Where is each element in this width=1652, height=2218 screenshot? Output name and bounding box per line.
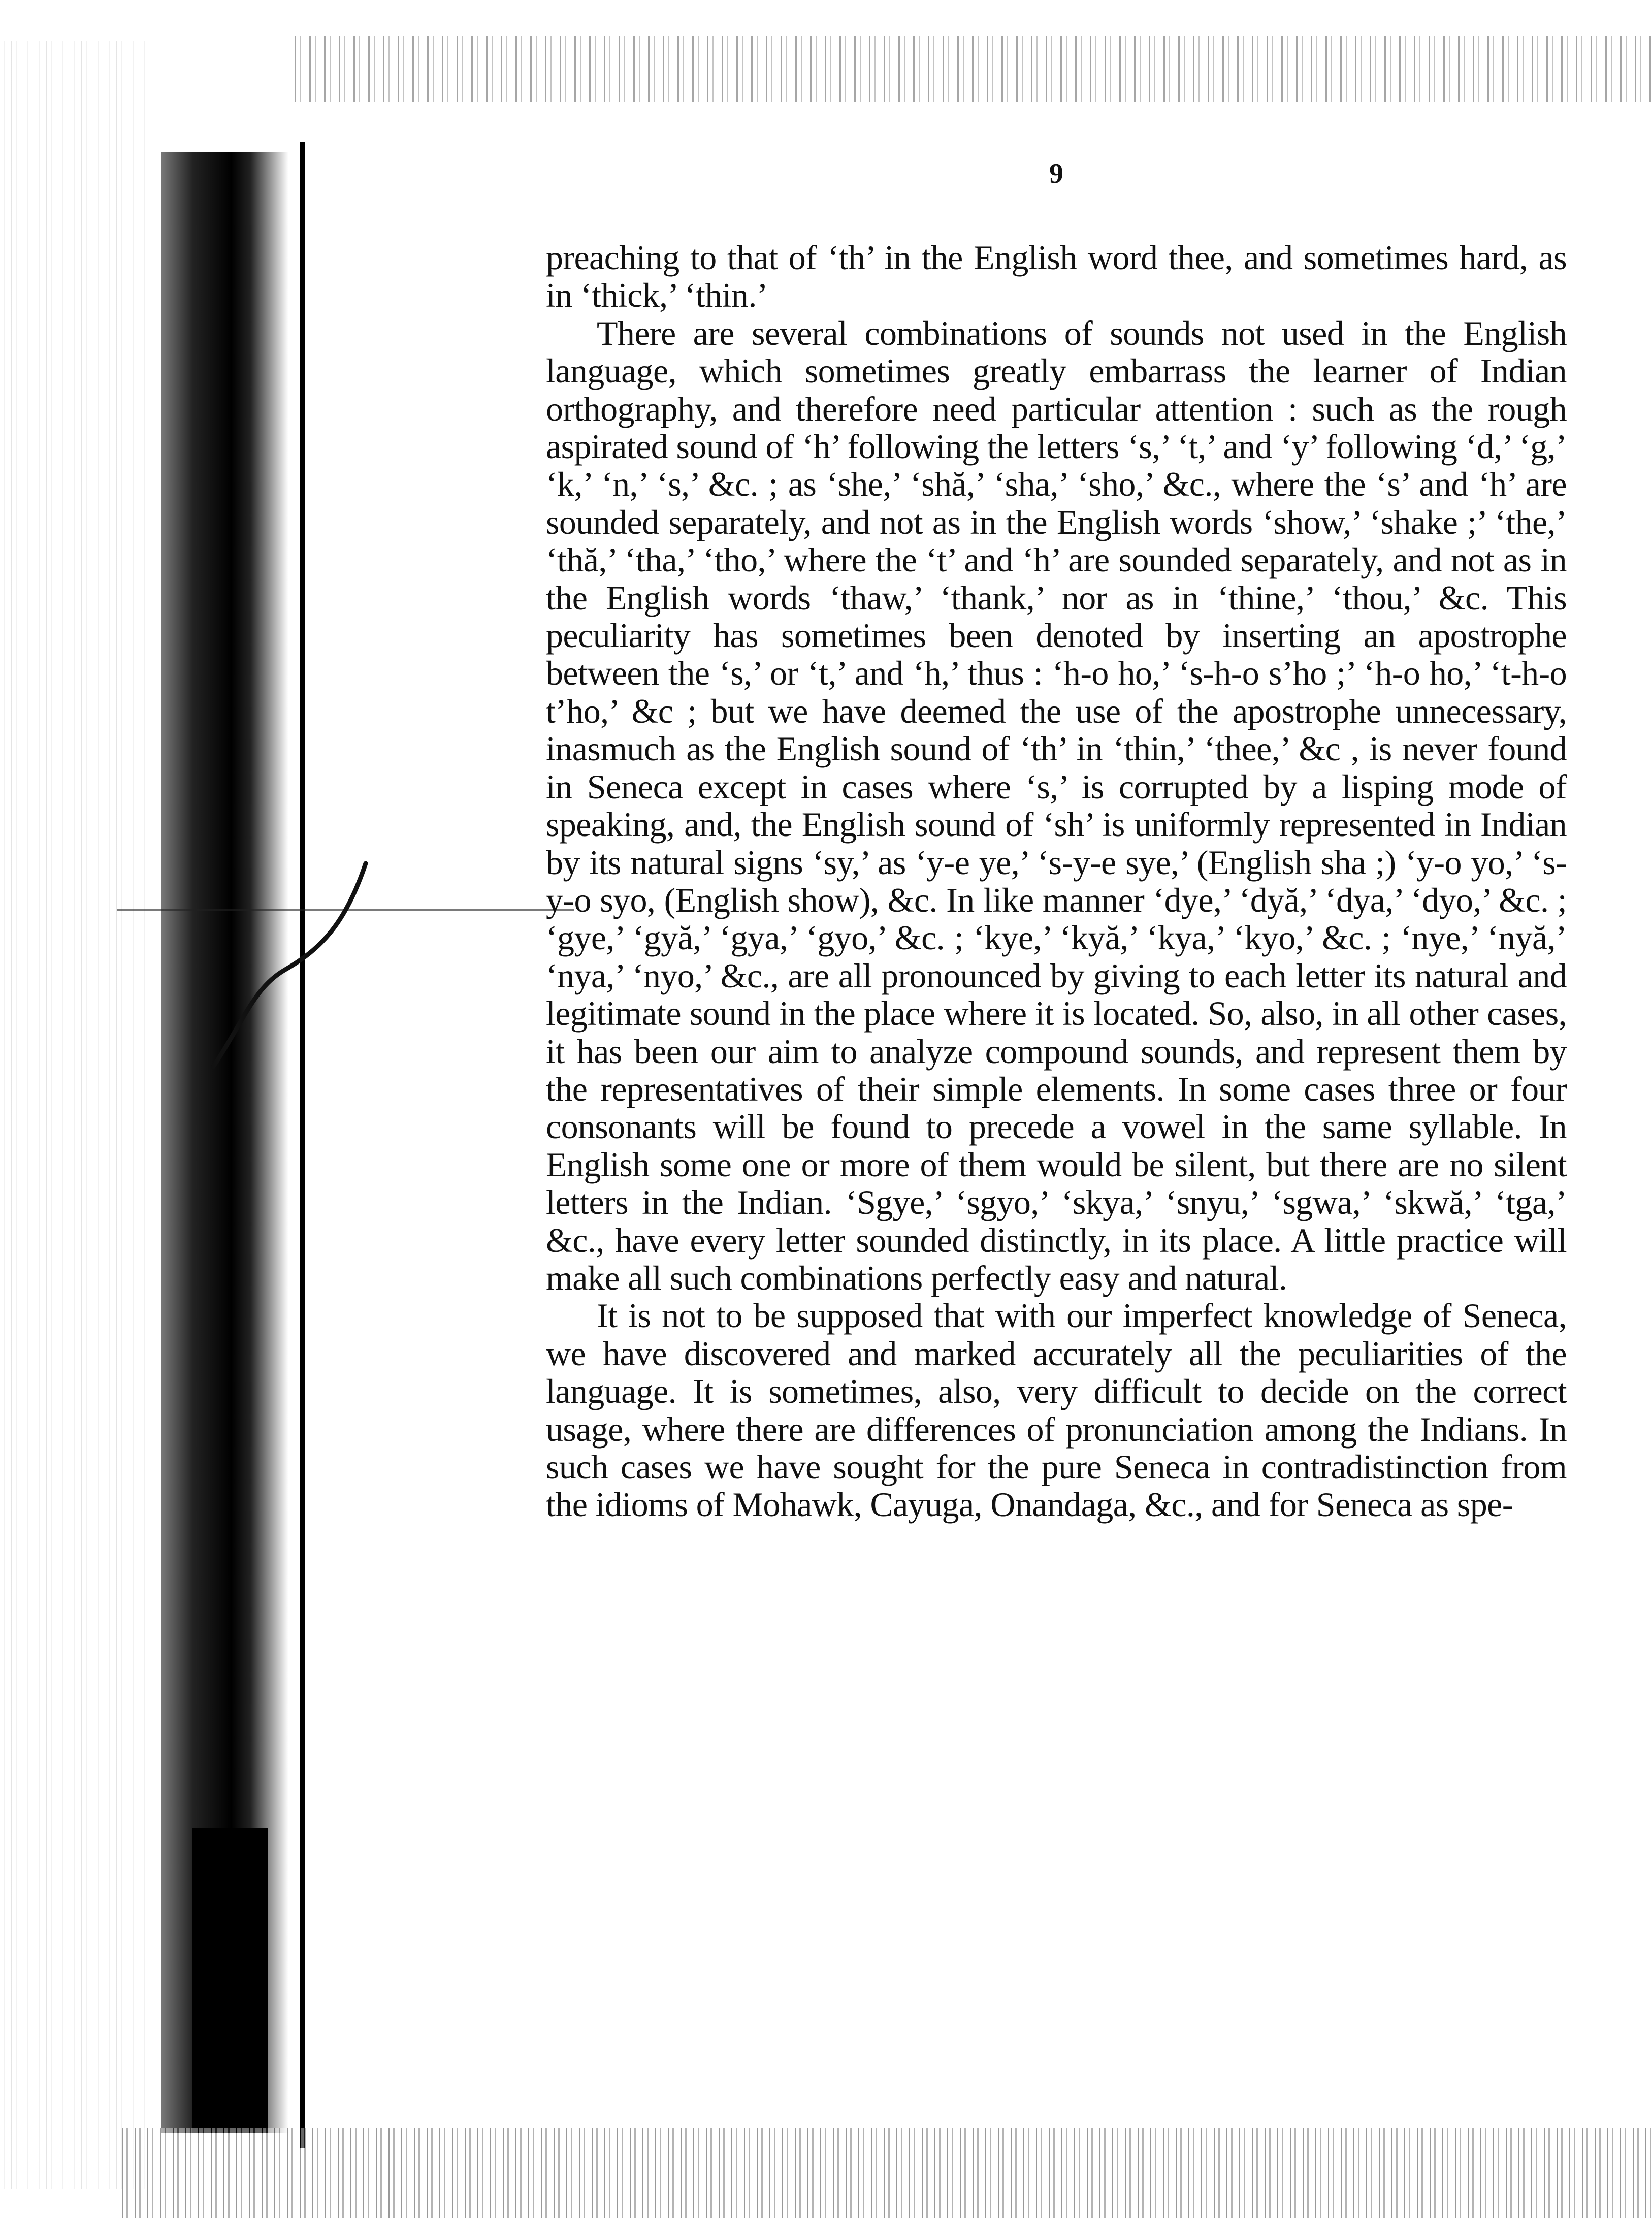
page-number: 9 <box>1049 158 1063 189</box>
scan-top-edge-noise <box>295 36 1652 102</box>
paragraph-seneca: It is not to be supposed that with our imperfect knowledge of Seneca, we have discovered and marked accurately all the peculiarities of the language. It is sometimes, also, very difficult to decide on the correct usage, where there are differences of pronunciation among the Indians. In such cases we have sought for the pure Seneca in contradistinction from the idioms of Mohawk, Cayuga, Onandaga, &c., and for Seneca as spe- <box>546 1296 1567 1524</box>
pencil-mark <box>193 853 376 1077</box>
scan-gutter-line <box>300 142 305 2148</box>
scan-bottom-edge-noise <box>122 2128 1652 2218</box>
scan-left-margin-noise <box>0 41 147 2189</box>
paragraph-combinations: There are several combinations of sounds not used in the English language, which sometimes greatly embarrass the learner of Indian orthography, and therefore need particular attention : such as the rough aspirated sound of ‘h’ following the letters ‘s,’ ‘t,’ and ‘y’ following ‘d,’ ‘g,’ ‘k,’ ‘n,’ ‘s,’ &c. ; as ‘she,’ ‘shă,’ ‘sha,’ ‘sho,’ &c., where the ‘s’ and ‘h’ are sounded separately, and not as in the English words ‘show,’ ‘shake ;’ ‘the,’ ‘thă,’ ‘tha,’ ‘tho,’ where the ‘t’ and ‘h’ are sounded separately, and not as in the English words ‘thaw,’ ‘thank,’ nor as in ‘thine,’ ‘thou,’ &c. This peculiarity has sometimes been denoted by inserting an apostrophe between the ‘s,’ or ‘t,’ and ‘h,’ thus : ‘h-o ho,’ ‘s-h-o s’ho ;’ ‘h-o ho,’ ‘t-h-o t’ho,’ &c ; but we have deemed the use of the apostrophe unnecessary, inasmuch as the English sound of ‘th’ in ‘thin,’ ‘thee,’ &c , is never found in Seneca except in cases where ‘s,’ is corrupted by a lisping mode of speaking, and, the English sound of ‘sh’ is uniformly represented in Indian by its natural signs ‘sy,’ as ‘y-e ye,’ ‘s-y-e sye,’ (English sha ;) ‘y-o yo,’ ‘s-y-o syo, (English show), &c. In like manner ‘dye,’ ‘dyă,’ ‘dya,’ ‘dyo,’ &c. ; ‘gye,’ ‘gyă,’ ‘gya,’ ‘gyo,’ &c. ; ‘kye,’ ‘kyă,’ ‘kya,’ ‘kyo,’ &c. ; ‘nye,’ ‘nyă,’ ‘nya,’ ‘nyo,’ &c., are all pronounced by giving to each letter its natural and legitimate sound in the place where it is located. So, also, in all other cases, it has been our aim to analyze compound sounds, and represent them by the representatives of their simple elements. In some cases three or four consonants will be found to precede a vowel in the same syllable. In English some one or more of them would be silent, but there are no silent letters in the Indian. ‘Sgye,’ ‘sgyo,’ ‘skya,’ ‘snyu,’ ‘sgwa,’ ‘skwă,’ ‘tga,’ &c., have every letter sounded distinctly, in its place. A little practice will make all such combinations perfectly easy and natural. <box>546 313 1567 1297</box>
scan-gutter-shadow <box>161 152 288 2133</box>
paragraph-continuation: preaching to that of ‘th’ in the English word thee, and sometimes hard, as in ‘thick,’ ‘thin.’ <box>546 238 1567 315</box>
body-text <box>546 239 1567 1524</box>
